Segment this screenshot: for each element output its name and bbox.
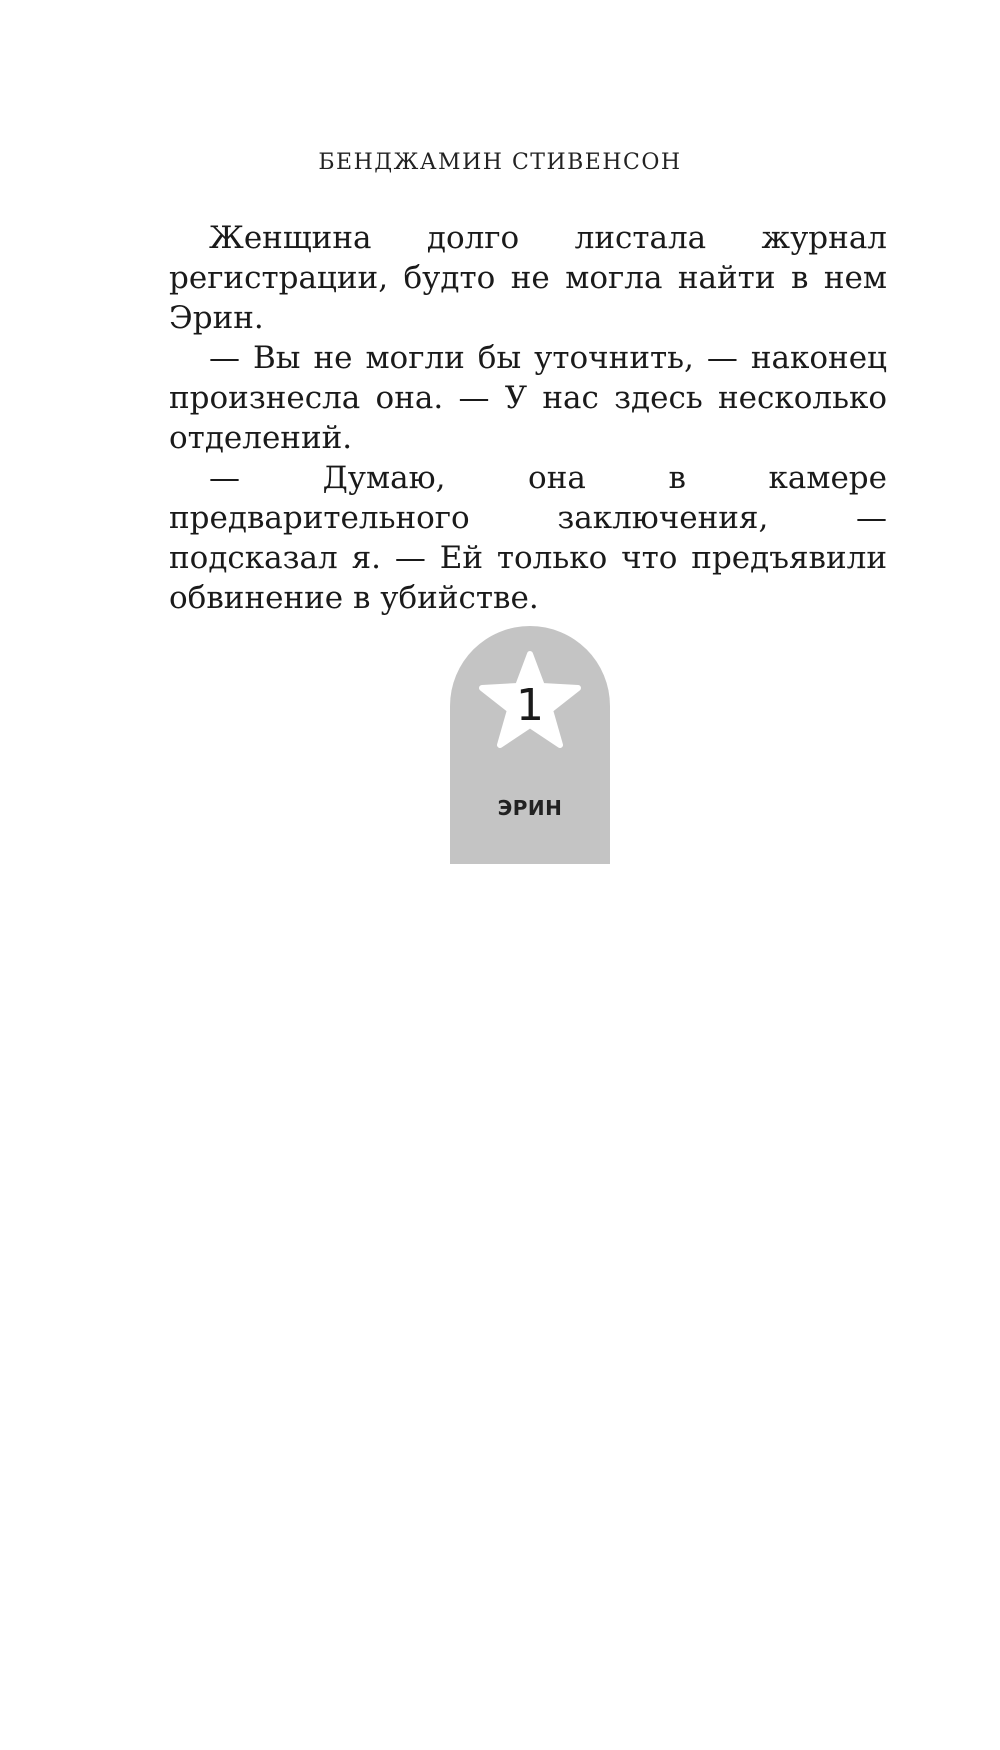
- paragraph: — Вы не могли бы уточнить, — наконец произнесла она. — У нас здесь несколько отделений.: [169, 340, 887, 456]
- body-text: [169, 218, 887, 618]
- paragraph: — Думаю, она в камере предварительного заключения, — подсказал я. — Ей только что предъявили обвинение в убийстве.: [169, 460, 887, 616]
- paragraph: Женщина долго листала журнал регистрации, будто не могла найти в нем Эрин.: [169, 220, 887, 336]
- chapter-name: ЭРИН: [497, 796, 563, 820]
- chapter-badge: [450, 626, 610, 864]
- chapter-number: 1: [516, 680, 544, 731]
- running-head: БЕНДЖАМИН СТИВЕНСОН: [318, 150, 682, 175]
